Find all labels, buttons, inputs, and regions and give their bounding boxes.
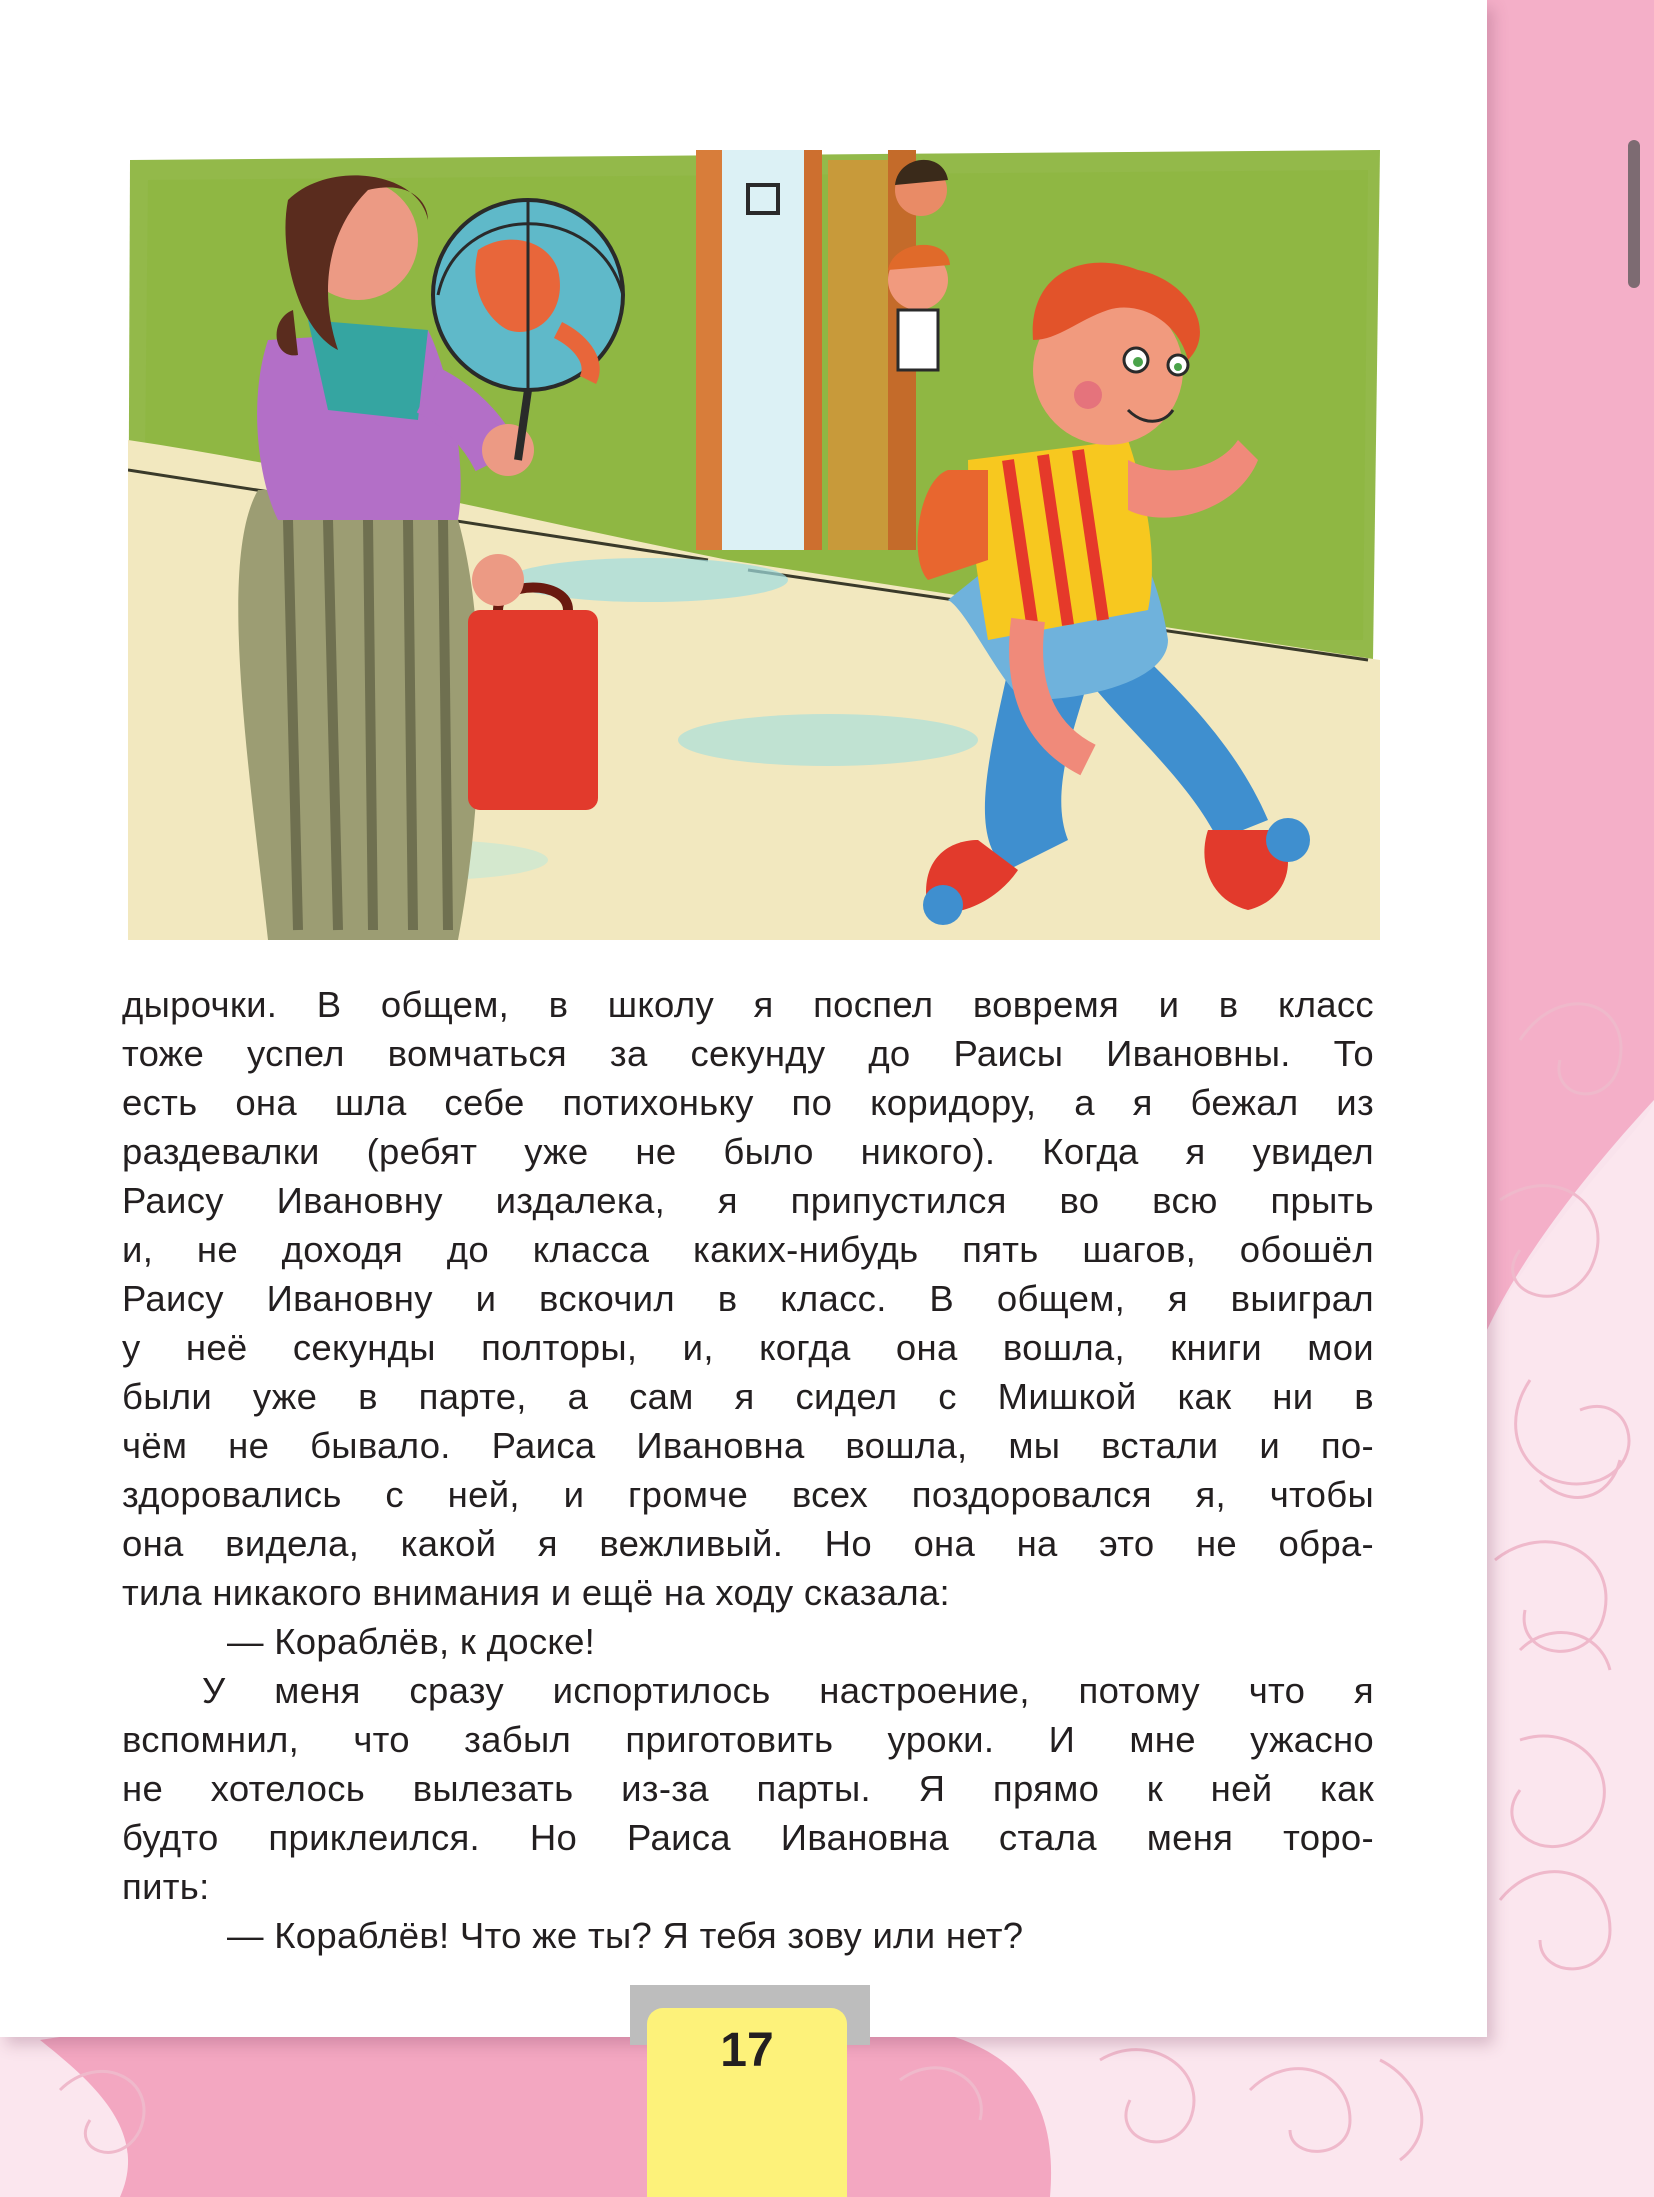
dialogue-line: — Кораблёв, к доске! (227, 1621, 596, 1662)
text-line: дырочки. В общем, в школу я поспел вовремя и в класс (122, 984, 1374, 1025)
text-line: вспомнил, что забыл приготовить уроки. И мне ужасно (122, 1719, 1374, 1760)
text-line: Раису Ивановну и вскочил в класс. В общем, я выиграл (122, 1278, 1374, 1319)
text-line: будто приклеился. Но Раиса Ивановна стала меня торо- (122, 1817, 1374, 1858)
text-line: и, не доходя до класса каких-нибудь пять шагов, обошёл (122, 1229, 1374, 1270)
text-line: она видела, какой я вежливый. Но она на это не обра- (122, 1523, 1374, 1564)
text-line: не хотелось вылезать из-за парты. Я прямо к ней как (122, 1768, 1374, 1809)
text-line: раздевалки (ребят уже не было никого). Когда я увидел (122, 1131, 1374, 1172)
text-line: Раису Ивановну издалека, я припустился во всю прыть (122, 1180, 1374, 1221)
story-illustration (128, 140, 1380, 940)
text-line: есть она шла себе потихоньку по коридору, а я бежал из (122, 1082, 1374, 1123)
story-text (122, 980, 1374, 1960)
text-line: у неё секунды полторы, и, когда она вошла, книги мои (122, 1327, 1374, 1368)
scrollbar-thumb[interactable] (1628, 140, 1640, 288)
text-line: пить: (122, 1866, 210, 1907)
dialogue-line: — Кораблёв! Что же ты? Я тебя зову или нет? (227, 1915, 1024, 1956)
text-line: тила никакого внимания и ещё на ходу сказала: (122, 1572, 950, 1613)
text-line: чём не бывало. Раиса Ивановна вошла, мы встали и по- (122, 1425, 1374, 1466)
text-line: были уже в парте, а сам я сидел с Мишкой как ни в (122, 1376, 1374, 1417)
page-number: 17 (647, 2008, 847, 2197)
text-line: тоже успел вомчаться за секунду до Раисы Ивановны. То (122, 1033, 1374, 1074)
text-line: здоровались с ней, и громче всех поздоровался я, чтобы (122, 1474, 1374, 1515)
text-line: У меня сразу испортилось настроение, потому что я (202, 1670, 1374, 1711)
